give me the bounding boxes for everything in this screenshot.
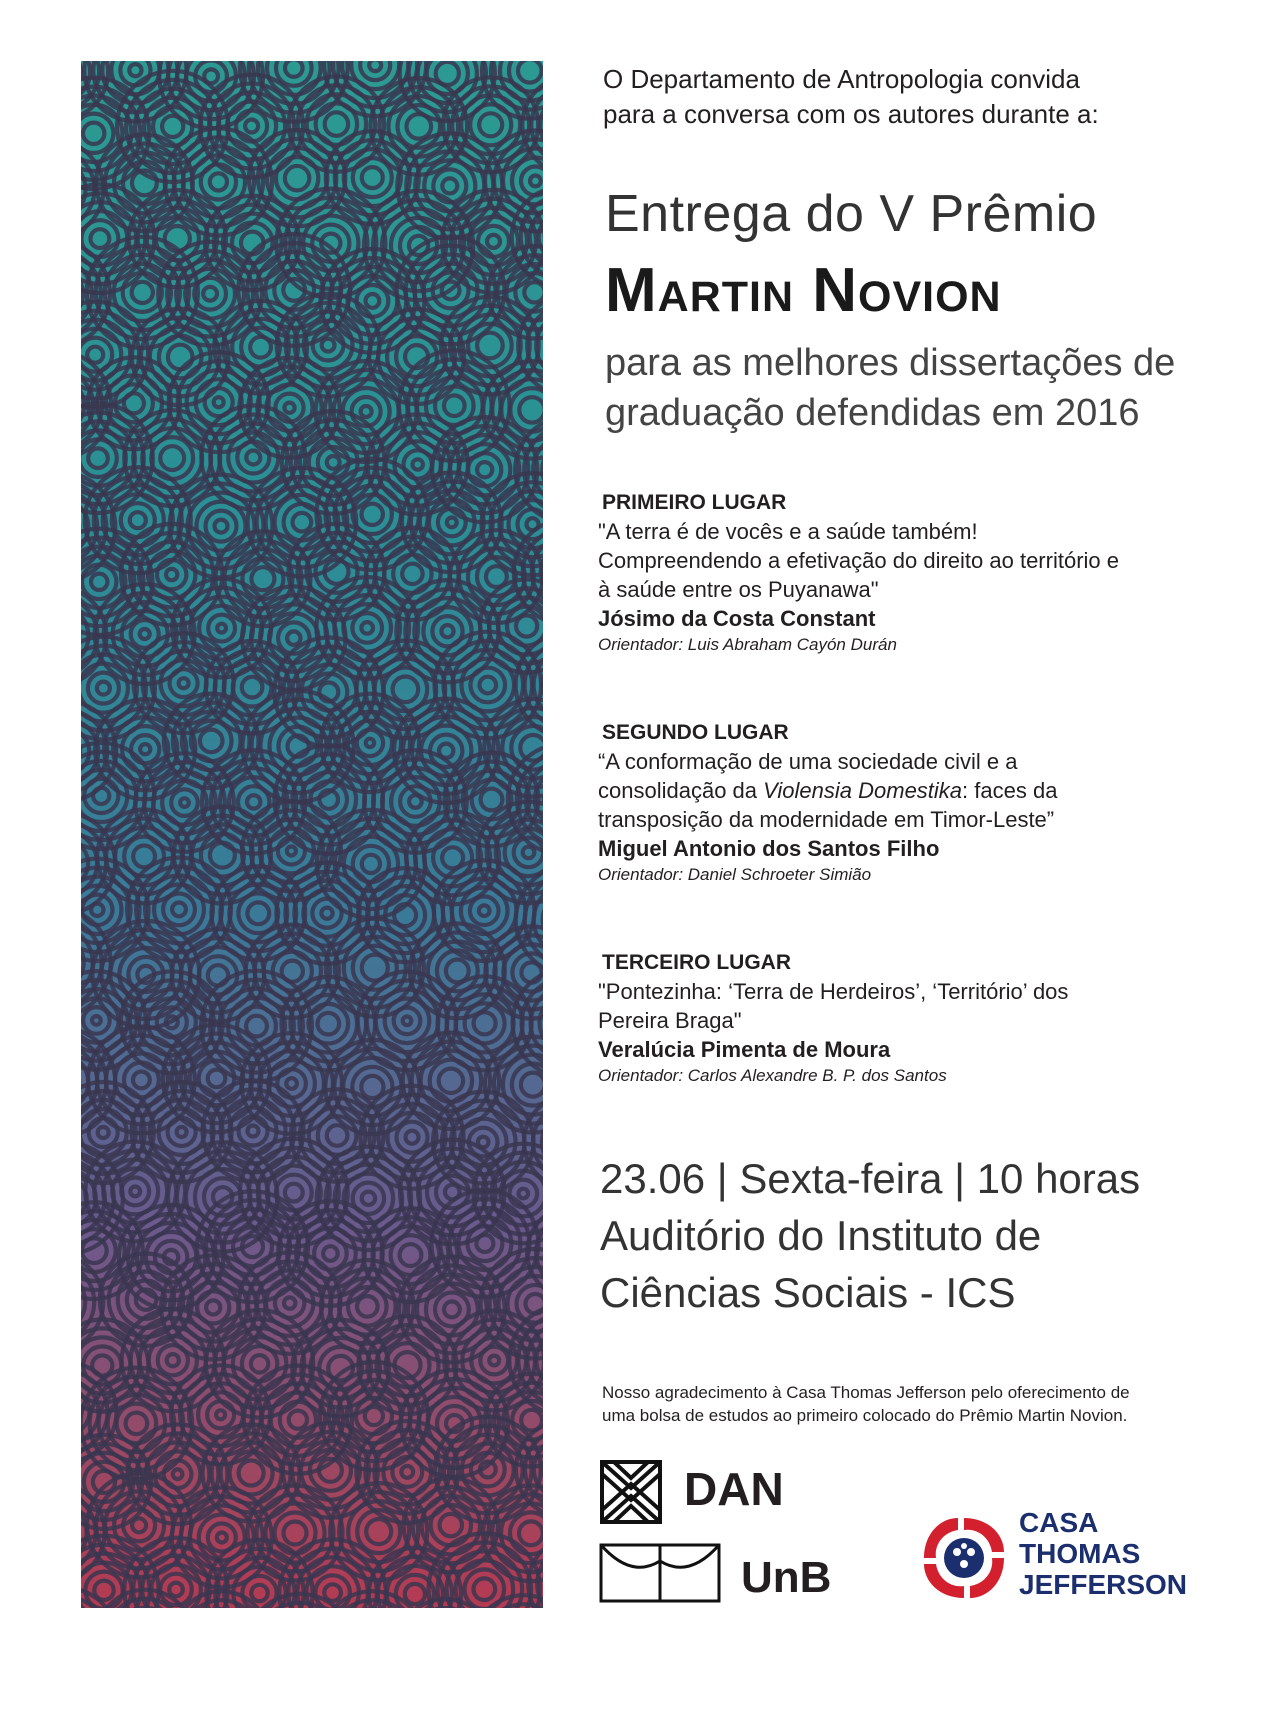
prize-place: PRIMEIRO LUGAR [602, 491, 787, 514]
ring [357, 730, 383, 756]
ring [479, 113, 502, 136]
prize-third [598, 948, 1198, 1088]
prize-author: Jósimo da Costa Constant [598, 606, 876, 631]
ring [168, 345, 193, 370]
ring [404, 450, 432, 478]
ring [129, 64, 141, 76]
ring [121, 503, 155, 537]
ring [366, 739, 374, 747]
prize-title-line: "Pontezinha: ‘Terra de Herdeiros’, ‘Território’ dos [598, 979, 1069, 1004]
ring [285, 61, 303, 77]
title-text: : faces da [962, 778, 1058, 803]
ring [121, 1178, 149, 1206]
ring [245, 120, 258, 133]
ring [314, 1237, 347, 1270]
ring [361, 406, 372, 417]
ring [177, 1127, 187, 1137]
ring [140, 744, 150, 754]
ring [413, 459, 423, 469]
ring [327, 456, 340, 469]
ring [433, 169, 466, 202]
ring [160, 446, 184, 470]
ring [208, 615, 235, 642]
ring [362, 1192, 375, 1205]
award-subtitle [605, 338, 1225, 438]
ring [472, 780, 512, 820]
ring [133, 1072, 150, 1089]
ring [88, 448, 108, 468]
ring [250, 337, 271, 358]
ring [280, 1402, 316, 1438]
ring [91, 904, 103, 916]
ring [477, 333, 503, 359]
award-subtitle-line-1: para as melhores dissertações de [605, 342, 1176, 384]
ring [215, 520, 228, 533]
acknowledgement [602, 1381, 1222, 1427]
ring [210, 843, 235, 868]
ring [487, 235, 500, 248]
ring [83, 123, 104, 144]
ring [163, 894, 195, 926]
dan-logo-icon [600, 1460, 662, 1524]
ring [327, 1125, 348, 1146]
ring [323, 1246, 338, 1261]
ring [242, 1346, 277, 1381]
ring [217, 1533, 227, 1543]
ring [216, 1410, 225, 1419]
ring [251, 1585, 267, 1601]
thanks-line-1: Nosso agradecimento à Casa Thomas Jefferson pelo oferecimento de [602, 1383, 1130, 1402]
ring [521, 1073, 543, 1097]
ring [284, 1297, 295, 1308]
ring [82, 565, 116, 599]
dan-logo-text: DAN [684, 1463, 784, 1515]
ring [88, 673, 119, 704]
ring [123, 273, 162, 312]
ctj-line-1: CASA [1019, 1507, 1099, 1538]
ring [284, 1522, 307, 1545]
ring [366, 294, 380, 308]
ring [409, 795, 422, 808]
ring [166, 569, 177, 580]
ring [431, 1505, 471, 1545]
ring [442, 178, 457, 193]
ring [275, 1513, 316, 1554]
invite-line-1: O Departamento de Antropologia convida [603, 64, 1080, 94]
prize-title-line: transposição da modernidade em Timor-Leste” [598, 807, 1055, 832]
ctj-line-2: THOMAS [1019, 1538, 1141, 1569]
ring [357, 285, 389, 317]
prize-author: Miguel Antonio dos Santos Filho [598, 836, 940, 861]
ring [510, 1180, 538, 1208]
casa-thomas-jefferson-logo-icon [918, 1512, 1010, 1604]
prize-second [598, 718, 1198, 887]
prize-place: TERCEIRO LUGAR [602, 951, 791, 974]
ring [444, 1302, 460, 1318]
prize-title-line: Pereira Braga" [598, 1008, 742, 1033]
ring [489, 1356, 499, 1366]
ring [242, 558, 283, 599]
ring [439, 1069, 463, 1093]
ring [286, 1078, 297, 1089]
ring [171, 789, 198, 816]
ring [123, 162, 166, 205]
ring [285, 166, 309, 190]
ring [394, 1008, 421, 1035]
ring [130, 512, 146, 528]
thanks-line-2: uma bolsa de estudos ao primeiro colocado do Prêmio Martin Novion. [602, 1406, 1128, 1425]
ring [162, 116, 183, 137]
ring [237, 442, 269, 474]
prize-author: Veralúcia Pimenta de Moura [598, 1037, 891, 1062]
ring [441, 625, 453, 637]
ring [247, 795, 260, 808]
ring [519, 1521, 543, 1545]
ring [318, 1013, 340, 1035]
prize-title-line: à saúde entre os Puyanawa" [598, 577, 879, 602]
ring [406, 1131, 419, 1144]
ring [91, 229, 110, 248]
ring [405, 1584, 425, 1604]
ring [438, 976, 532, 1070]
award-subtitle-line-2: graduação defendidas em 2016 [605, 392, 1140, 434]
ring [369, 61, 381, 71]
ring [287, 847, 296, 856]
pattern-svg [81, 61, 543, 1608]
ring [480, 1347, 508, 1375]
ring [89, 1118, 118, 1147]
casa-thomas-jefferson-logo-text [1019, 1507, 1187, 1600]
ring [312, 899, 341, 928]
ring [519, 397, 543, 422]
ring [353, 846, 389, 882]
ring [285, 1184, 303, 1202]
ring [277, 1069, 306, 1098]
invitation-text [603, 62, 1223, 132]
ring [474, 1012, 496, 1034]
ring [444, 395, 465, 416]
ring [131, 735, 159, 763]
ring [91, 574, 107, 590]
ring [325, 112, 348, 135]
ring [518, 61, 542, 83]
prize-title-line: “A conformação de uma sociedade civil e a [598, 749, 1018, 774]
ring [130, 1187, 140, 1197]
ring [362, 855, 380, 873]
ring [393, 677, 419, 703]
ring [540, 996, 543, 1050]
ring [246, 451, 260, 465]
ring [471, 668, 506, 703]
ring [471, 1453, 505, 1487]
ring [478, 226, 509, 257]
concentric-circles-pattern [81, 61, 543, 1608]
ring [403, 1017, 412, 1026]
ring [284, 403, 294, 413]
event-venue-line-1: Auditório do Instituto de [600, 1212, 1042, 1259]
ring [251, 567, 274, 590]
unb-logo-icon [599, 1543, 721, 1603]
ring [207, 1401, 234, 1428]
ring [206, 511, 237, 542]
ring [322, 339, 335, 352]
ring [352, 613, 382, 643]
ring [239, 1117, 268, 1146]
ring [93, 788, 109, 804]
event-date-time: 23.06 | Sexta-feira | 10 horas [600, 1155, 1141, 1202]
ring [247, 902, 269, 924]
ring [173, 1469, 183, 1479]
ring [98, 1127, 109, 1138]
ring [168, 1118, 196, 1146]
event-info [600, 1150, 1220, 1321]
ring [248, 1126, 259, 1137]
ring [542, 444, 543, 496]
ring [357, 1510, 400, 1553]
ring [523, 847, 535, 859]
ring [170, 669, 198, 697]
ring [479, 905, 490, 916]
ring [362, 504, 383, 525]
ring [361, 622, 373, 634]
ring [140, 629, 150, 639]
ring [289, 1411, 307, 1429]
prize-advisor: Orientador: Luis Abraham Cayón Durán [598, 635, 897, 654]
ring [365, 1407, 383, 1425]
award-title-line-1: Entrega do V Prêmio [605, 185, 1098, 243]
ring [468, 453, 501, 486]
event-venue-line-2: Ciências Sociais - ICS [600, 1269, 1016, 1316]
prize-advisor: Orientador: Carlos Alexandre B. P. dos Santos [598, 1066, 947, 1085]
ring [530, 176, 541, 187]
title-text: consolidação da [598, 778, 764, 803]
ring [167, 1354, 179, 1366]
ring [287, 631, 300, 644]
ring [210, 173, 227, 190]
ring [400, 1244, 422, 1266]
ring [474, 1578, 496, 1600]
ring [440, 1514, 462, 1536]
ring [201, 164, 236, 199]
ring [321, 908, 332, 919]
prize-title-line: Compreendendo a efetivação do direito ao território e [598, 548, 1119, 573]
ring [239, 1461, 264, 1486]
ring [324, 1584, 341, 1601]
title-italic: Violensia Domestika [763, 778, 963, 803]
ring [214, 397, 224, 407]
ring [476, 1235, 493, 1252]
prize-title-line: "A terra é de vocês e a saúde também! [598, 519, 978, 544]
ring [407, 114, 432, 139]
ring [169, 1583, 183, 1597]
ring [242, 677, 263, 698]
prize-place: SEGUNDO LUGAR [602, 721, 789, 744]
unb-logo-text: UnB [741, 1553, 832, 1602]
ring [366, 1519, 391, 1544]
ring [401, 1466, 413, 1478]
ring [83, 1007, 110, 1034]
ring [510, 1512, 543, 1554]
invite-line-2: para a conversa com os autores durante a: [603, 99, 1099, 129]
award-name: Martin Novion [605, 256, 1002, 325]
ctj-line-3: JEFFERSON [1019, 1569, 1188, 1600]
ring [251, 1355, 268, 1372]
ring [524, 282, 543, 302]
ring [126, 1413, 148, 1435]
ring [217, 624, 226, 633]
ring [92, 1016, 101, 1025]
ring [203, 287, 217, 301]
ring [470, 896, 499, 925]
ring [293, 513, 312, 532]
ring [158, 1345, 188, 1375]
prize-title-line [598, 776, 1198, 805]
ring [81, 114, 113, 153]
ring [132, 282, 153, 303]
ring [447, 518, 457, 528]
ring [392, 1457, 422, 1487]
ring [132, 1518, 146, 1532]
ring [97, 682, 110, 695]
ring [481, 789, 503, 811]
ring [180, 798, 189, 807]
prize-advisor: Orientador: Daniel Schroeter Simião [598, 865, 872, 884]
circle-motif [438, 976, 532, 1070]
ring [206, 1300, 220, 1314]
ring [172, 903, 186, 917]
ring [480, 677, 497, 694]
prize-first [598, 488, 1198, 657]
ring [362, 167, 383, 188]
ring [357, 1296, 378, 1317]
ring [236, 111, 267, 142]
ring [519, 1189, 529, 1199]
ring [477, 462, 492, 477]
ring [179, 678, 189, 688]
ring [516, 615, 537, 636]
ring [402, 564, 422, 584]
ring [208, 1070, 226, 1088]
ring [353, 158, 392, 197]
ring [200, 730, 223, 753]
